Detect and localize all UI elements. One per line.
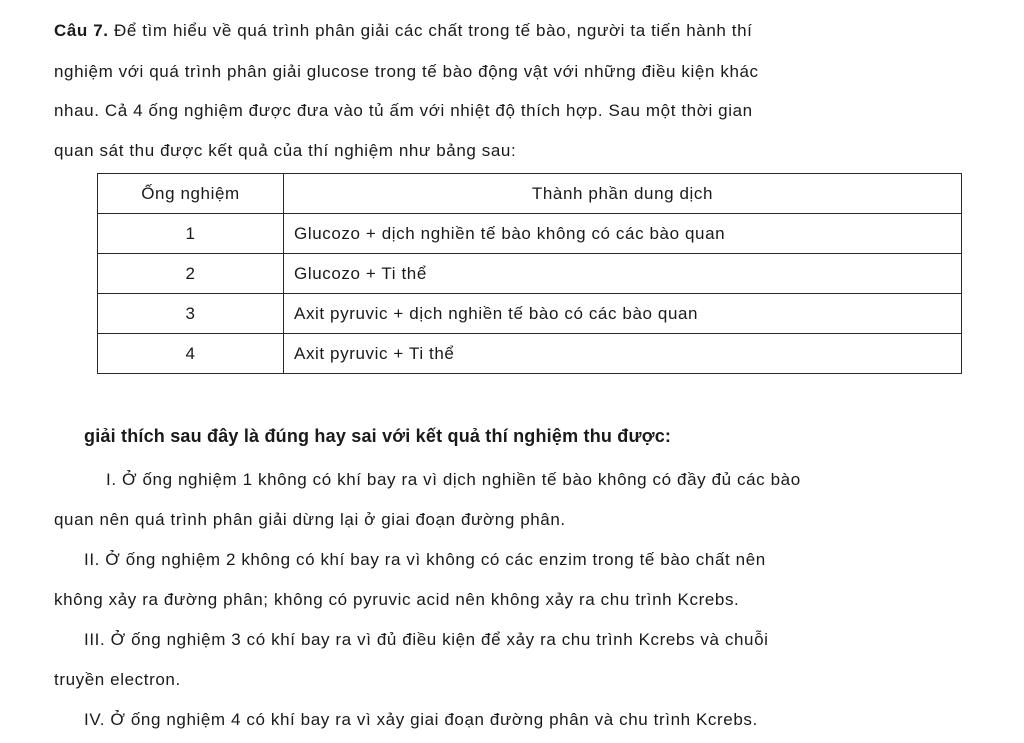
table-row bbox=[98, 254, 962, 294]
statement-1-line-2: quan nên quá trình phân giải dừng lại ở giai đoạn đường phân. bbox=[54, 510, 566, 529]
question-intro-line-1: Để tìm hiểu về quá trình phân giải các chất trong tế bào, người ta tiến hành thí bbox=[113, 21, 753, 40]
question-intro-line-4: quan sát thu được kết quả của thí nghiệm như bảng sau: bbox=[54, 141, 517, 160]
solution-content: Axit pyruvic + dịch nghiền tế bào có các bào quan bbox=[284, 294, 962, 334]
tube-number: 3 bbox=[98, 294, 284, 334]
header-tube: Ống nghiệm bbox=[98, 174, 284, 214]
table-row bbox=[98, 334, 962, 374]
tube-number: 2 bbox=[98, 254, 284, 294]
solution-content: Axit pyruvic + Ti thể bbox=[284, 334, 962, 374]
prompt-text: giải thích sau đây là đúng hay sai với kết quả thí nghiệm thu được: bbox=[84, 426, 672, 446]
question-label: Câu 7. bbox=[54, 21, 109, 40]
solution-content: Glucozo + Ti thể bbox=[284, 254, 962, 294]
experiment-table bbox=[97, 173, 962, 374]
tube-number: 4 bbox=[98, 334, 284, 374]
statement-2-line-2: không xảy ra đường phân; không có pyruvic acid nên không xảy ra chu trình Kcrebs. bbox=[54, 590, 740, 609]
statement-3-line-1: III. Ở ống nghiệm 3 có khí bay ra vì đủ điều kiện để xảy ra chu trình Kcrebs và chuỗi bbox=[84, 630, 769, 649]
statement-1-line-1: I. Ở ống nghiệm 1 không có khí bay ra vì dịch nghiền tế bào không có đầy đủ các bào bbox=[106, 470, 801, 489]
statement-4-line-1: IV. Ở ống nghiệm 4 có khí bay ra vì xảy giai đoạn đường phân và chu trình Kcrebs. bbox=[84, 710, 758, 729]
table-header-row bbox=[98, 174, 962, 214]
table-row bbox=[98, 214, 962, 254]
question-intro-line-2: nghiệm với quá trình phân giải glucose trong tế bào động vật với những điều kiện khác bbox=[54, 62, 759, 81]
statement-3-line-2: truyền electron. bbox=[54, 670, 181, 689]
header-content: Thành phần dung dịch bbox=[284, 174, 962, 214]
table-row bbox=[98, 294, 962, 334]
question-line-1 bbox=[54, 21, 752, 41]
question-intro-line-3: nhau. Cả 4 ống nghiệm được đưa vào tủ ấm với nhiệt độ thích hợp. Sau một thời gian bbox=[54, 101, 753, 120]
statement-2-line-1: II. Ở ống nghiệm 2 không có khí bay ra vì không có các enzim trong tế bào chất nên bbox=[84, 550, 766, 569]
solution-content: Glucozo + dịch nghiền tế bào không có các bào quan bbox=[284, 214, 962, 254]
tube-number: 1 bbox=[98, 214, 284, 254]
